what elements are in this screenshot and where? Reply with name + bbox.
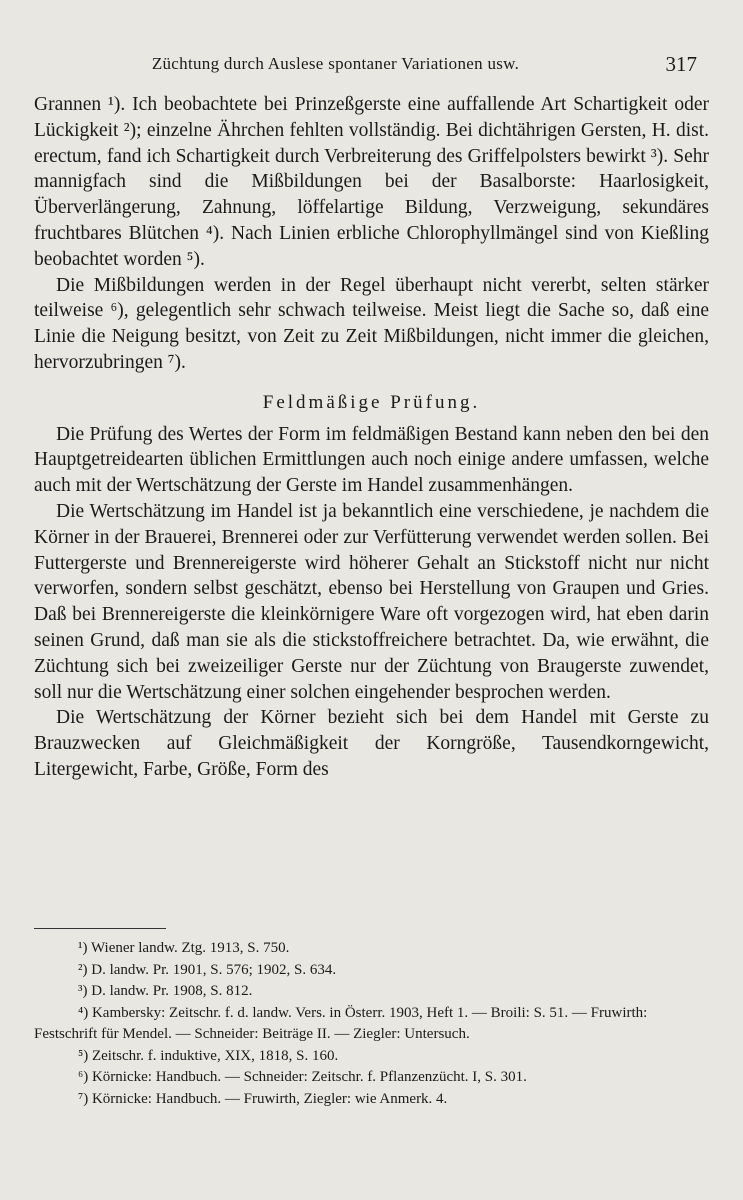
footnote: ⁶) Körnicke: Handbuch. — Schneider: Zeitschr. f. Pflanzenzücht. I, S. 301. — [78, 1069, 527, 1085]
paragraph: Die Prüfung des Wertes der Form im feldmäßigen Bestand kann neben den bei den Hauptgetreidearten üblichen Ermittlungen auch noch einige andere umfassen, welche auch mit der Wertschätzung der Gerste im Handel zusammenhängen. — [34, 423, 709, 497]
footnote: ⁵) Zeitschr. f. induktive, XIX, 1818, S. 160. — [78, 1047, 339, 1064]
main-text — [34, 92, 709, 783]
footnotes — [34, 938, 709, 1110]
footnote: ¹) Wiener landw. Ztg. 1913, S. 750. — [78, 940, 290, 956]
footnote: ⁷) Körnicke: Handbuch. — Fruwirth, Ziegler: wie Anmerk. 4. — [78, 1090, 448, 1107]
footnote: ²) D. landw. Pr. 1901, S. 576; 1902, S. 634. — [78, 961, 337, 978]
paragraph: Die Mißbildungen werden in der Regel überhaupt nicht vererbt, selten stärker teilweise ⁶), gelegentlich sehr schwach teilweise. Meist liegt die Sache so, daß eine Linie die Neigung besitzt, von Zeit zu Zeit Mißbildungen, nicht immer die gleichen, hervorzubringen ⁷). — [34, 274, 709, 373]
running-head: Züchtung durch Auslese spontaner Variationen usw. — [151, 54, 520, 73]
page-header — [34, 50, 697, 80]
footnote-divider — [34, 928, 166, 929]
paragraph: Grannen ¹). Ich beobachtete bei Prinzeßgerste eine auffallende Art Schartigkeit oder Lückigkeit ²); einzelne Ährchen fehlten vollständig. Bei dichtährigen Gersten, H. dist. erectum, fand ich Schartigkeit durch Verbreiterung des Griffelpolsters bewirkt ³). Sehr mannigfach sind die Mißbildungen bei der Basalborste: Haarlosigkeit, Überverlängerung, Zahnung, löffelartige Bildung, Verzweigung, sekundäres fruchtbares Blütchen ⁴). Nach Linien erbliche Chlorophyllmängel sind von Kießling beobachtet worden ⁵). — [34, 94, 709, 270]
footnote: ⁴) Kambersky: Zeitschr. f. d. landw. Vers. in Österr. 1903, Heft 1. — Broili: S. 51. — Fruwirth: Festschrift für Mendel. — Schneider: Beiträge II. — Ziegler: Untersuch. — [34, 1004, 648, 1042]
page-number: 317 — [665, 52, 697, 76]
paragraph: Die Wertschätzung der Körner bezieht sich bei dem Handel mit Gerste zu Brauzwecken auf Gleichmäßigkeit der Korngröße, Tausendkorngewicht, Litergewicht, Farbe, Größe, Form des — [34, 707, 709, 780]
footnote: ³) D. landw. Pr. 1908, S. 812. — [78, 983, 253, 999]
section-heading: Feldmäßige Prüfung. — [262, 391, 481, 413]
paragraph: Die Wertschätzung im Handel ist ja bekanntlich eine verschiedene, je nachdem die Körner in der Brauerei, Brennerei oder zur Verfütterung verwendet werden sollen. Bei Futtergerste und Brennereigerste wird höherer Gehalt an Stickstoff nicht nur nicht verworfen, sondern selbst geschätzt, ebenso bei Herstellung von Graupen und Gries. Daß bei Brennereigerste die kleinkörnigere Ware oft vorgezogen wird, hat eben darin seinen Grund, daß man sie als die stickstoffreichere betrachtet. Da, wie erwähnt, die Züchtung sich bei zweizeiliger Gerste nur der Züchtung von Braugerste zuwendet, soll nur die Wertschätzung einer solchen eingehender besprochen werden. — [34, 500, 709, 703]
